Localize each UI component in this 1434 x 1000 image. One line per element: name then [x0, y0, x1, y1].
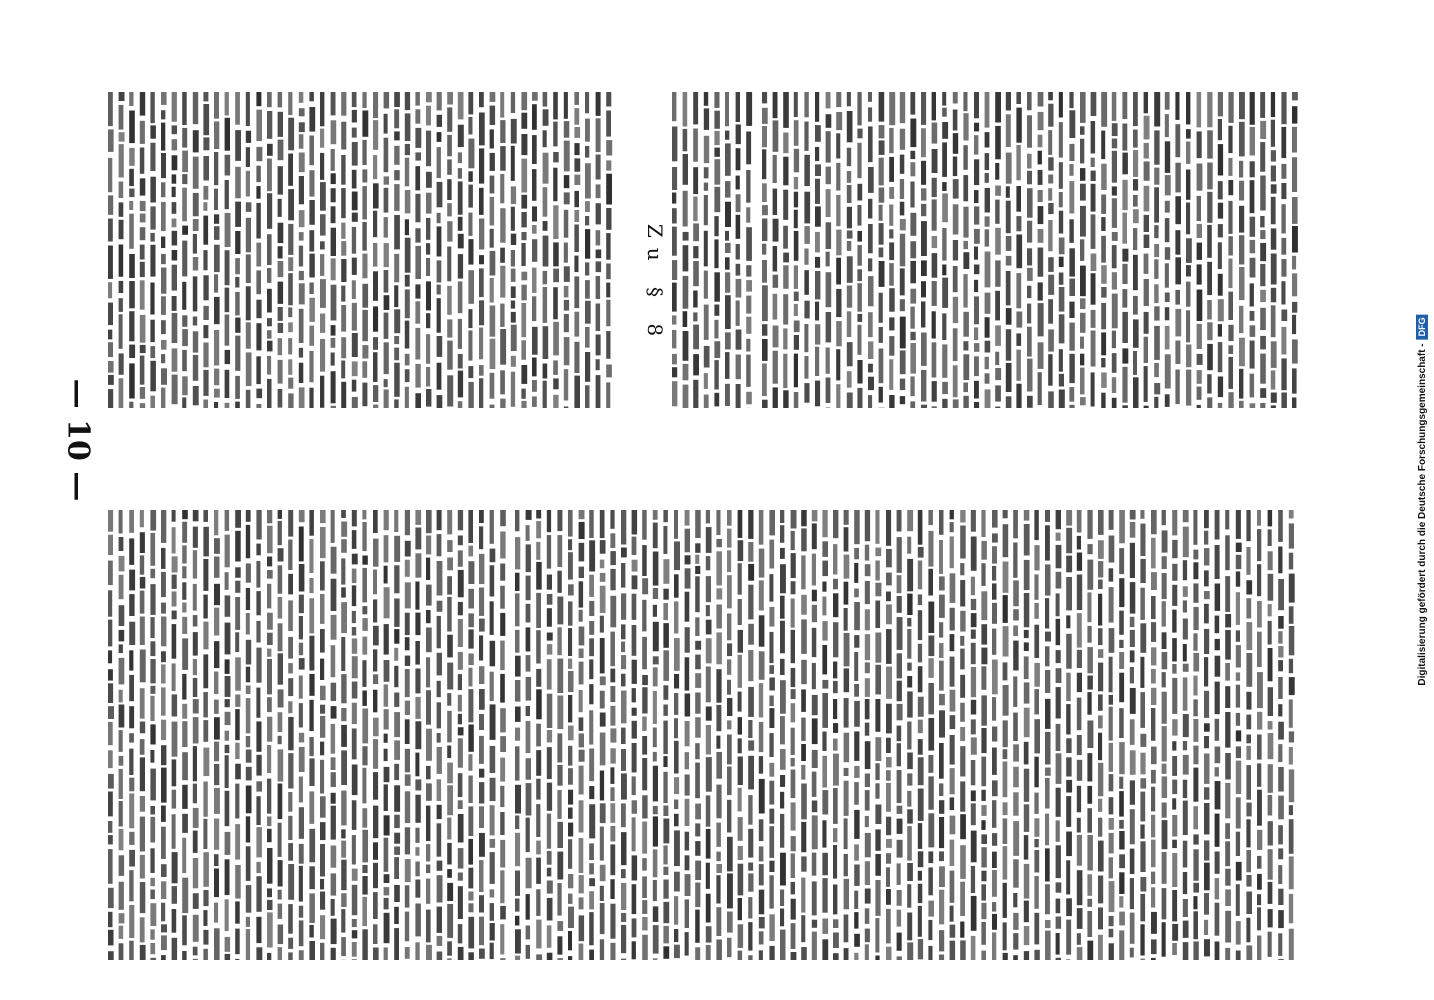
section-heading: Zu § 8: [643, 223, 667, 347]
text-column-left: [108, 510, 506, 960]
dfg-logo: DFG: [1416, 314, 1428, 339]
text-column-right-top: [108, 92, 612, 408]
text-column-right-bottom: [762, 92, 1298, 408]
page-number: — 10 —: [60, 378, 96, 502]
text-section-intro: [672, 92, 752, 408]
caption-text: Digitalisierung gefördert durch die Deutsche Forschungsgemeinschaft -: [1416, 343, 1428, 686]
text-column-left-bottom: [515, 510, 1295, 960]
